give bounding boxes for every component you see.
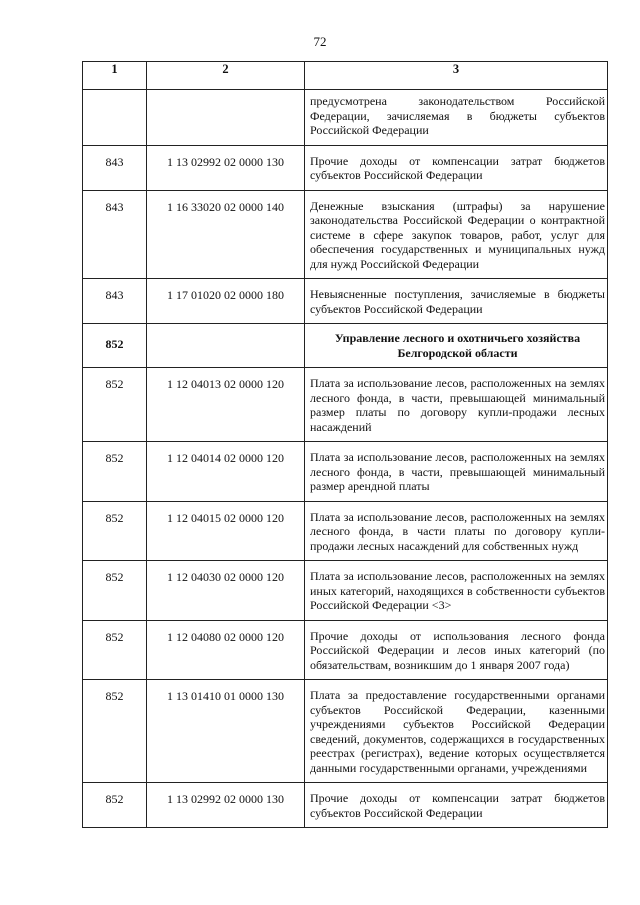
budget-code-cell: 1 12 04014 02 0000 120 (147, 442, 305, 502)
admin-code-cell (83, 90, 147, 146)
budget-code-cell: 1 16 33020 02 0000 140 (147, 190, 305, 279)
description-cell: Денежные взыскания (штрафы) за нарушение законодательства Российской Федерации о контрактной системе в сфере закупок товаров, работ, услуг для обеспечения государственных и муниципальных нужд для нужд Российской Федерации (305, 190, 608, 279)
budget-code-cell (147, 324, 305, 368)
admin-code-cell: 843 (83, 145, 147, 190)
table-row (83, 190, 608, 279)
budget-code-cell: 1 12 04015 02 0000 120 (147, 501, 305, 561)
table-row (83, 279, 608, 324)
header-col-3: 3 (305, 62, 608, 90)
description-cell: Плата за использование лесов, расположенных на землях лесного фонда, в части, превышающей минимальный размер платы по договору купли-продажи лесных насаждений (305, 368, 608, 442)
table-row (83, 368, 608, 442)
table-row (83, 561, 608, 621)
admin-code-cell: 843 (83, 279, 147, 324)
budget-code-cell: 1 12 04013 02 0000 120 (147, 368, 305, 442)
admin-code-cell: 852 (83, 620, 147, 680)
admin-code-cell: 852 (83, 501, 147, 561)
table-row (83, 620, 608, 680)
budget-code-cell: 1 13 02992 02 0000 130 (147, 783, 305, 828)
admin-code-cell: 852 (83, 324, 147, 368)
revenue-codes-table (82, 61, 608, 828)
table-row (83, 783, 608, 828)
header-col-1: 1 (83, 62, 147, 90)
admin-code-cell: 852 (83, 561, 147, 621)
description-cell: Прочие доходы от компенсации затрат бюджетов субъектов Российской Федерации (305, 783, 608, 828)
admin-code-cell: 843 (83, 190, 147, 279)
table-row (83, 442, 608, 502)
budget-code-cell: 1 13 01410 01 0000 130 (147, 680, 305, 783)
budget-code-cell: 1 13 02992 02 0000 130 (147, 145, 305, 190)
table-row (83, 90, 608, 146)
table-row (83, 145, 608, 190)
budget-code-cell: 1 17 01020 02 0000 180 (147, 279, 305, 324)
table-row (83, 680, 608, 783)
description-cell: Плата за использование лесов, расположенных на землях лесного фонда, в части платы по договору купли-продажи лесных насаждений для собственных нужд (305, 501, 608, 561)
admin-code-cell: 852 (83, 680, 147, 783)
description-cell: Прочие доходы от компенсации затрат бюджетов субъектов Российской Федерации (305, 145, 608, 190)
budget-code-cell: 1 12 04030 02 0000 120 (147, 561, 305, 621)
description-cell: Плата за предоставление государственными органами субъектов Российской Федерации, казенными учреждениями субъектов Российской Федерации сведений, документов, содержащихся в государственных реестрах (регистрах), ведение которых осуществляется данными государственными органами, учреждениями (305, 680, 608, 783)
budget-code-cell (147, 90, 305, 146)
section-header-row (83, 324, 608, 368)
description-cell: предусмотрена законодательством Российской Федерации, зачисляемая в бюджеты субъектов Российской Федерации (305, 90, 608, 146)
description-cell: Прочие доходы от использования лесного фонда Российской Федерации и лесов иных категорий (по обязательствам, возникшим до 1 января 2007 года) (305, 620, 608, 680)
admin-code-cell: 852 (83, 442, 147, 502)
budget-code-cell: 1 12 04080 02 0000 120 (147, 620, 305, 680)
section-title-cell: Управление лесного и охотничьего хозяйства Белгородской области (305, 324, 608, 368)
description-cell: Невыясненные поступления, зачисляемые в бюджеты субъектов Российской Федерации (305, 279, 608, 324)
page-number: 72 (313, 34, 327, 49)
admin-code-cell: 852 (83, 368, 147, 442)
table-header-row (83, 62, 608, 90)
description-cell: Плата за использование лесов, расположенных на землях лесного фонда, в части, превышающей минимальный размер арендной платы (305, 442, 608, 502)
admin-code-cell: 852 (83, 783, 147, 828)
table-row (83, 501, 608, 561)
description-cell: Плата за использование лесов, расположенных на землях иных категорий, находящихся в собственности субъектов Российской Федерации <3> (305, 561, 608, 621)
header-col-2: 2 (147, 62, 305, 90)
